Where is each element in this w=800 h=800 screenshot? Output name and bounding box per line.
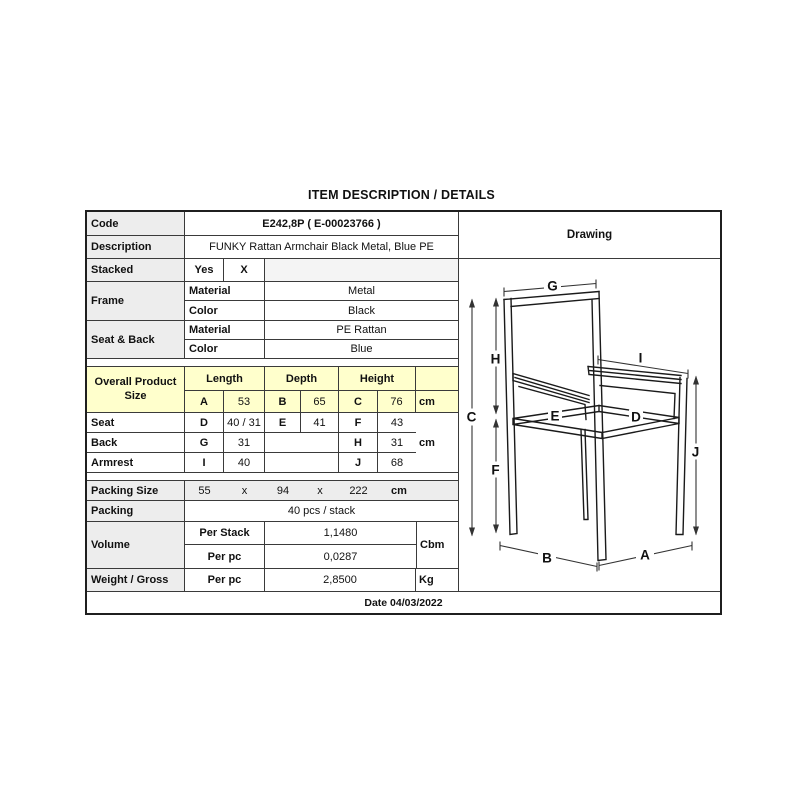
seatback-subrows	[185, 321, 458, 358]
armrest-label: Armrest	[87, 453, 185, 472]
back-label: Back	[87, 433, 185, 452]
packing-size-value	[185, 481, 458, 500]
date-row	[87, 591, 720, 613]
front-right-leg	[676, 378, 687, 535]
frame-material-value: Metal	[348, 285, 375, 297]
center-post-leg	[592, 292, 606, 561]
overall-size-label-line2: Size	[124, 389, 147, 402]
frame-color-row	[185, 301, 458, 320]
arrow-h-bottom	[493, 406, 499, 415]
hidden-back-leg	[581, 430, 588, 520]
seatback-color-value: Blue	[350, 343, 373, 355]
dim-label-f: F	[491, 462, 500, 478]
dim-b-value: 65	[301, 391, 339, 412]
seatback-material-label: Material	[185, 321, 265, 339]
packing-label: Packing	[87, 501, 185, 521]
item-details-table	[85, 210, 722, 615]
arrow-c-bottom	[469, 528, 475, 537]
dimension-lines	[466, 280, 699, 572]
details-grid	[87, 212, 459, 591]
packing-size-v1: 55	[198, 484, 211, 497]
volume-per-pc-row	[185, 545, 416, 568]
dim-e-key: E	[265, 413, 301, 432]
armrest-empty	[265, 453, 339, 472]
volume-subrows	[185, 522, 416, 568]
frame-color-value: Black	[348, 304, 375, 317]
arrow-f-bottom	[493, 525, 499, 534]
armrest-row	[87, 453, 416, 472]
sba-rows	[87, 413, 416, 472]
dim-label-j: J	[691, 444, 700, 460]
seatback-material-row	[185, 321, 458, 340]
dim-a-value: 53	[224, 391, 265, 412]
dim-g-value: 31	[224, 433, 265, 452]
volume-per-stack-value: 1,1480	[323, 527, 358, 539]
dim-b-key: B	[265, 391, 301, 412]
drawing-column	[459, 212, 720, 591]
dim-label-e: E	[550, 408, 560, 424]
seat-back-armrest-block	[87, 413, 458, 473]
overall-size-subrows	[185, 367, 458, 412]
packing-size-unit: cm	[391, 484, 407, 497]
size-header-row	[185, 367, 458, 391]
overall-size-block	[87, 367, 458, 413]
frame-block	[87, 282, 458, 321]
stacked-label: Stacked	[87, 259, 185, 281]
back-row	[87, 433, 416, 453]
description-label: Description	[87, 236, 185, 258]
seatback-block	[87, 321, 458, 359]
overall-unit: cm	[416, 391, 458, 412]
volume-block	[87, 522, 458, 569]
dim-a-key: A	[185, 391, 224, 412]
length-header: Length	[185, 367, 265, 390]
volume-unit: Cbm	[416, 522, 458, 568]
dim-h-value: 31	[390, 436, 404, 449]
dim-j-value: 68	[390, 456, 404, 469]
frame-label: Frame	[87, 282, 185, 320]
weight-per-pc-value: 2,8500	[265, 569, 416, 591]
packing-size-x2: x	[317, 484, 323, 497]
frame-material-label: Material	[185, 282, 265, 300]
dim-d-key: D	[185, 413, 224, 432]
volume-label: Volume	[87, 522, 185, 568]
chair-drawing	[459, 259, 720, 591]
description-value: FUNKY Rattan Armchair Black Metal, Blue PE	[209, 241, 434, 253]
dim-c-key: C	[339, 391, 378, 412]
dim-label-i: I	[638, 350, 643, 366]
overall-size-label	[87, 367, 185, 412]
dim-i-value: 40	[224, 453, 265, 472]
dim-j-key: J	[339, 453, 378, 472]
table-main	[87, 212, 720, 591]
size-values-row	[185, 391, 458, 412]
dim-i-key: I	[185, 453, 224, 472]
back-left-post-leg	[504, 299, 517, 535]
code-label: Code	[87, 212, 185, 235]
chair-wireframe	[504, 292, 687, 561]
dim-f-key: F	[339, 413, 378, 432]
volume-per-stack-row	[185, 522, 416, 545]
weight-unit: Kg	[419, 574, 434, 586]
weight-per-pc-label: Per pc	[185, 569, 265, 591]
volume-per-pc-label: Per pc	[185, 545, 265, 568]
drawing-header: Drawing	[459, 212, 720, 259]
height-header: Height	[339, 367, 416, 390]
packing-size-label: Packing Size	[87, 481, 185, 500]
packing-value: 40 pcs / stack	[287, 505, 356, 517]
seatback-material-value: PE Rattan	[336, 324, 387, 336]
seatback-color-row	[185, 340, 458, 358]
volume-per-pc-value: 0,0287	[323, 550, 358, 563]
code-row	[87, 212, 458, 236]
backrest-top-bar	[504, 292, 599, 307]
frame-material-row	[185, 282, 458, 301]
dim-label-d: D	[631, 409, 641, 425]
packing-size-v2: 94	[276, 484, 290, 497]
dim-label-h: H	[490, 351, 501, 367]
packing-size-v3: 222	[349, 484, 368, 497]
dim-label-g: G	[547, 278, 558, 294]
spacer-row-1	[87, 359, 458, 367]
dim-d-value: 40 / 31	[224, 413, 265, 432]
seat-label: Seat	[87, 413, 185, 432]
seat-row	[87, 413, 416, 433]
dim-label-c: C	[466, 409, 477, 425]
overall-size-label-line1: Overall Product	[94, 375, 177, 388]
date-value: Date 04/03/2022	[364, 596, 443, 609]
stacked-yes: Yes	[185, 259, 224, 281]
packing-row	[87, 501, 458, 522]
packing-size-row	[87, 481, 458, 501]
size-header-empty	[416, 367, 458, 390]
dim-label-b: B	[542, 550, 552, 566]
arrow-j-top	[693, 376, 699, 385]
code-value: E242,8P ( E-00023766 )	[262, 217, 381, 230]
stacked-row	[87, 259, 458, 282]
sba-unit: cm	[419, 436, 435, 449]
description-row	[87, 236, 458, 259]
seatback-label: Seat & Back	[87, 321, 185, 358]
arrow-c-top	[469, 299, 475, 308]
stacked-empty	[265, 259, 458, 281]
weight-label: Weight / Gross	[87, 569, 185, 591]
arrow-h-top	[493, 298, 499, 307]
stacked-mark: X	[224, 259, 265, 281]
frame-color-label: Color	[185, 301, 265, 320]
page-title: ITEM DESCRIPTION / DETAILS	[308, 188, 495, 202]
dim-f-value: 43	[390, 416, 404, 429]
dim-label-a: A	[640, 547, 650, 563]
frame-subrows	[185, 282, 458, 320]
arrow-f-top	[493, 419, 499, 428]
drawing-area	[459, 259, 720, 591]
packing-size-x1: x	[241, 484, 248, 497]
back-empty	[265, 433, 339, 452]
weight-row	[87, 569, 458, 591]
volume-per-stack-label: Per Stack	[185, 522, 265, 544]
depth-header: Depth	[265, 367, 339, 390]
dim-g-key: G	[185, 433, 224, 452]
arrow-j-bottom	[693, 527, 699, 536]
dim-e-value: 41	[301, 413, 339, 432]
seatback-color-label: Color	[185, 340, 265, 358]
spacer-row-2	[87, 473, 458, 481]
dim-h-key: H	[339, 433, 378, 452]
dim-c-value: 76	[378, 391, 416, 412]
